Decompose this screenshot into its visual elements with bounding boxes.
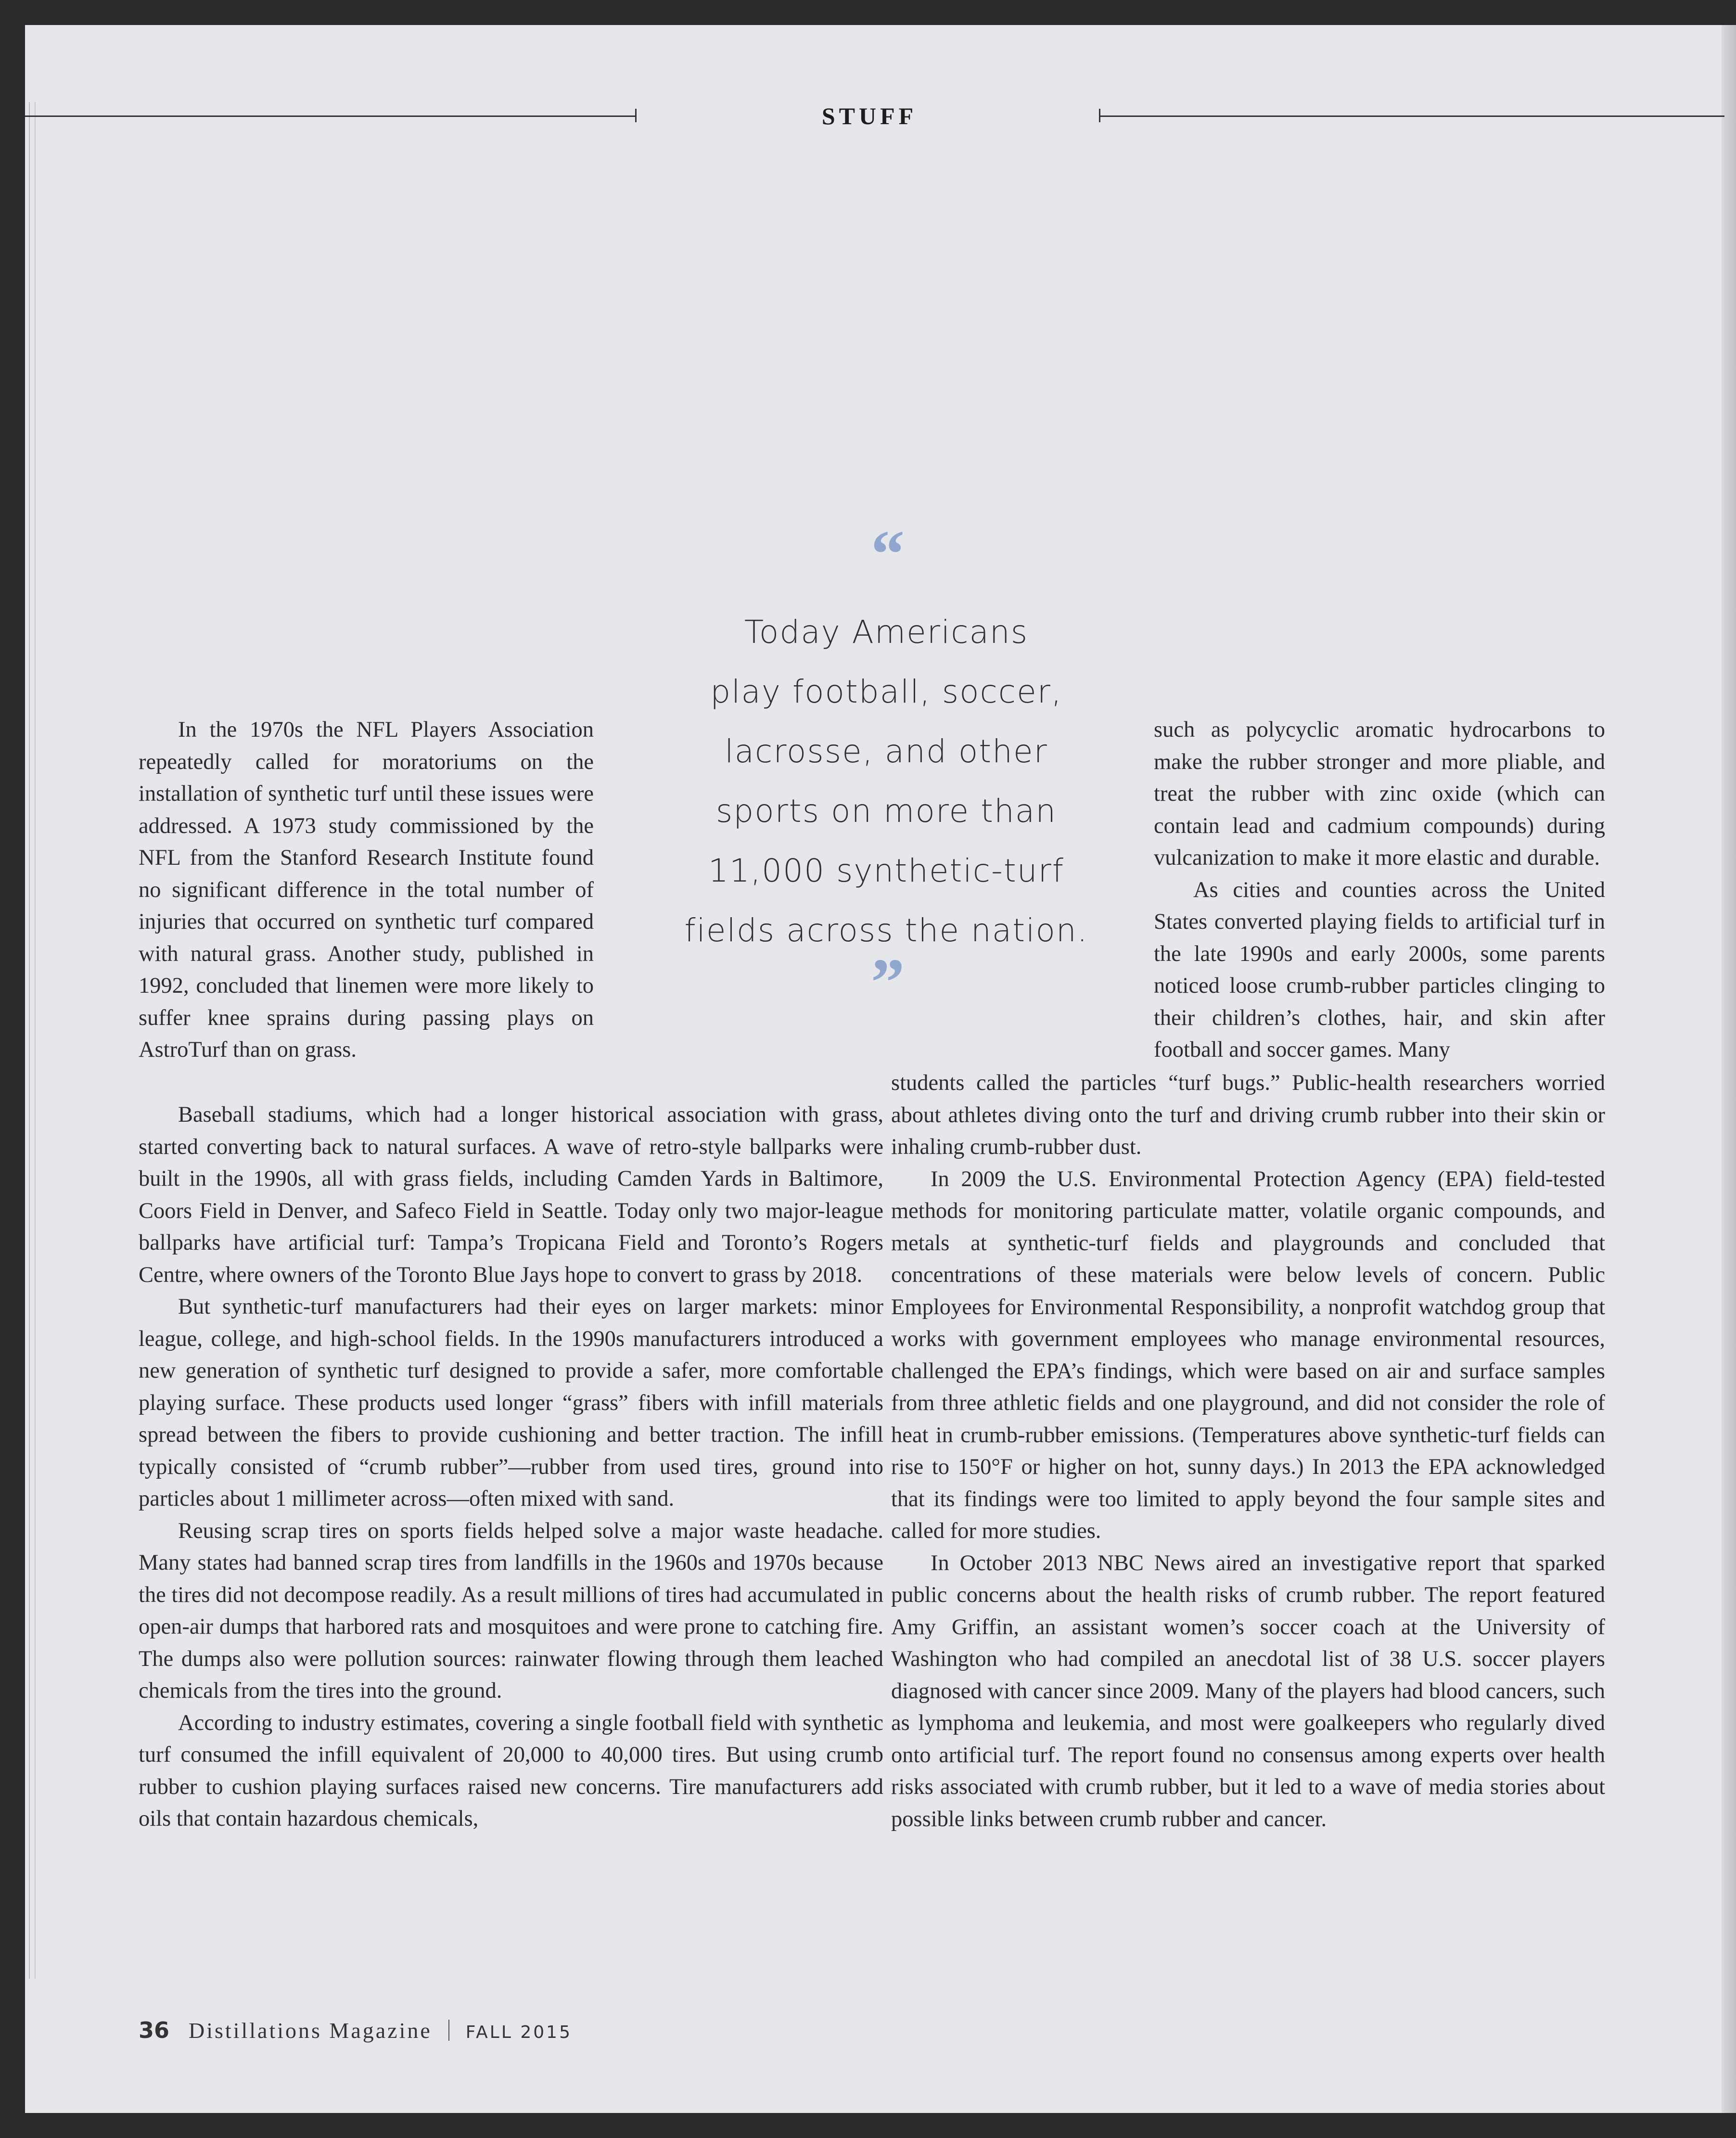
magazine-page	[25, 25, 1736, 2113]
header-rule-left-tick	[635, 109, 637, 122]
section-label: STUFF	[821, 102, 918, 129]
article-paragraph: In October 2013 NBC News aired an investigative report that sparked public concerns about the health risks of crumb rubber. The report featured Amy Griffin, an assistant women’s soccer coach at the University of Washington who had compiled an anecdotal list of 38 U.S. soccer players diagnosed with cancer since 2009. Many of the players had blood cancers, such as lymphoma and leukemia, and most were goalkeepers who regularly dived onto artificial turf. The report found no consensus among experts over health risks associated with crumb rubber, but it led to a wave of media stories about possible links between crumb rubber and cancer.	[891, 1550, 1605, 1831]
article-column-right-top	[1154, 714, 1605, 1066]
pull-quote-line: play football, soccer,	[710, 673, 1062, 710]
page-number: 36	[139, 2017, 170, 2043]
article-paragraph: As cities and counties across the United States converted playing fields to artificial turf in the late 1990s and early 2000s, some parents noticed loose crumb-rubber particles clinging to their children’s clothes, hair, and skin after football and soccer games. Many	[1154, 877, 1605, 1062]
pull-quote-line: lacrosse, and other	[725, 733, 1048, 770]
issue-label: FALL 2015	[465, 2023, 572, 2042]
pull-quote-line: sports on more than	[715, 793, 1057, 830]
article-column-right-bottom	[891, 1067, 1605, 1835]
header-rule-right	[1099, 115, 1724, 117]
article-paragraph: Reusing scrap tires on sports fields helped solve a major waste headache. Many states had banned scrap tires from landfills in the 1960s and 1970s because the tires did not decompose readily. As a result millions of tires had accumulated in open-air dumps that harbored rats and mosquitoes and were prone to catching fire. The dumps also were pollution sources: rainwater flowing through them leached chemicals from the tires into the ground.	[139, 1518, 883, 1703]
binding-gutter	[29, 102, 36, 1979]
page-edge	[1722, 25, 1736, 2113]
article-column-left-top	[139, 714, 594, 1066]
article-paragraph: In 2009 the U.S. Environmental Protection Agency (EPA) field-tested methods for monitoring particulate matter, volatile organic compounds, and metals at synthetic-turf fields and playgrounds and concluded that concentrations of these materials were below levels of concern. Public Employees for Environmental Responsibility, a nonprofit watchdog group that works with government employees who manage environmental resources, challenged the EPA’s findings, which were based on air and surface samples from three athletic fields and one playground, and did not consider the role of heat in crumb-rubber emissions. (Temperatures above synthetic-turf fields can rise to 150°F or higher on hot, sunny days.) In 2013 the EPA acknowledged that its findings were too limited to apply beyond the four sample sites and called for more studies.	[891, 1166, 1605, 1543]
pull-quote-line: Today Americans	[744, 614, 1029, 651]
pull-quote-line: fields across the nation.	[684, 912, 1088, 949]
article-paragraph: In the 1970s the NFL Players Association repeatedly called for moratoriums on the installation of synthetic turf until these issues were addressed. A 1973 study commissioned by the NFL from the Stanford Research Institute found no significant difference in the total number of injuries that occurred on synthetic turf compared with natural grass. Another study, published in 1992, concluded that linemen were more likely to suffer knee sprains during passing plays on AstroTurf than on grass.	[139, 717, 594, 1062]
header-rule-left	[25, 115, 636, 117]
pull-quote-line: 11,000 synthetic-turf	[708, 852, 1064, 889]
article-column-left-bottom	[139, 1099, 883, 1835]
magazine-name: Distillations Magazine	[189, 2018, 432, 2043]
article-paragraph: According to industry estimates, covering a single football field with synthetic turf consumed the infill equivalent of 20,000 to 40,000 tires. But using crumb rubber to cushion playing surfaces raised new concerns. Tire manufacturers add oils that contain hazardous chemicals,	[139, 1710, 883, 1831]
article-paragraph: But synthetic-turf manufacturers had their eyes on larger markets: minor league, college, and high-school fields. In the 1990s manufacturers introduced a new generation of synthetic turf designed to provide a safer, more comfortable playing surface. These products used longer “grass” fibers with infill materials spread between the fibers to provide cushioning and better traction. The infill typically consisted of “crumb rubber”—rubber from used tires, ground into particles about 1 millimeter across—often mixed with sand.	[139, 1294, 883, 1511]
article-paragraph: students called the particles “turf bugs.” Public-health researchers worried about athletes diving onto the turf and driving crumb rubber into their skin or inhaling crumb-rubber dust.	[891, 1071, 1605, 1159]
pull-quote-open-mark: “	[871, 517, 905, 591]
pull-quote-close-mark: ”	[871, 945, 905, 1020]
article-paragraph: such as polycyclic aromatic hydrocarbons to make the rubber stronger and more pliable, and treat the rubber with zinc oxide (which can contain lead and cadmium compounds) during vulcanization to make it more elastic and durable.	[1154, 717, 1605, 870]
footer-divider	[448, 2020, 449, 2041]
page-footer	[139, 2017, 572, 2043]
article-paragraph: Baseball stadiums, which had a longer historical association with grass, started converting back to natural surfaces. A wave of retro-style ballparks were built in the 1990s, all with grass fields, including Camden Yards in Baltimore, Coors Field in Denver, and Safeco Field in Seattle. Today only two major-league ballparks have artificial turf: Tampa’s Tropicana Field and Toronto’s Rogers Centre, where owners of the Toronto Blue Jays hope to convert to grass by 2018.	[139, 1102, 883, 1287]
pull-quote	[665, 602, 1108, 960]
